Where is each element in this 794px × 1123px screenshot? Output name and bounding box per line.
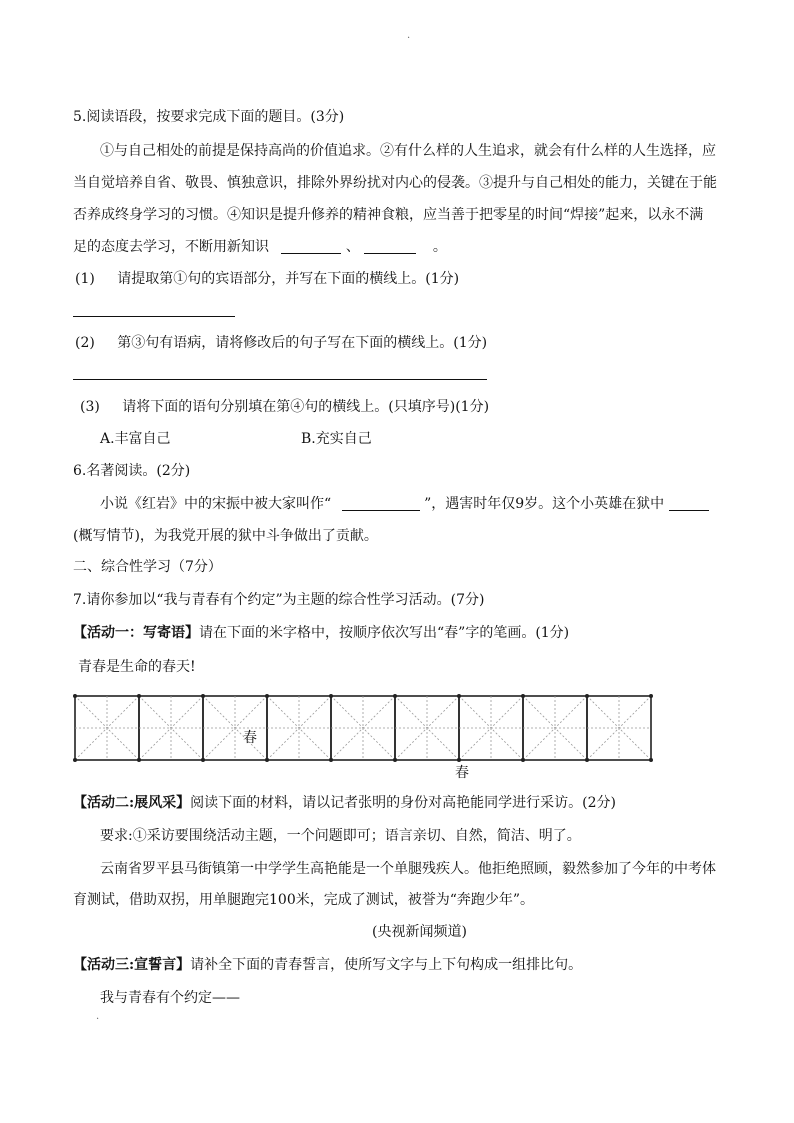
- q6-line-1-part-a: 小说《红岩》中的宋振中被大家叫作“: [100, 496, 332, 512]
- grid-corner: [201, 758, 205, 762]
- q5-passage-line-1: ①与自己相处的前提是保持高尚的价值追求。②有什么样的人生追求，就会有什么样的人生选择，应: [100, 143, 716, 159]
- q5-sub1-answer-line[interactable]: [73, 316, 235, 317]
- grid-corner: [265, 758, 269, 762]
- q7-activity2-material-2: 育测试，借助双拐，用单腿跑完100米，完成了测试，被誉为“奔跑少年”。: [73, 892, 535, 908]
- grid-corner: [649, 694, 653, 698]
- q6-line-1: [100, 494, 709, 514]
- q5-sub1-text: 请提取第①句的宾语部分，并写在下面的横线上。(1分): [117, 271, 460, 287]
- q5-sub2-text: 第③句有语病，请将修改后的句子写在下面的横线上。(1分): [117, 335, 488, 351]
- top-dot: .: [407, 30, 411, 41]
- q5-sub3: [80, 397, 489, 417]
- q5-sub2: [75, 333, 487, 353]
- grid-corner: [393, 758, 397, 762]
- q5-option-a: A.丰富自己: [100, 431, 171, 447]
- q5-blank-separator: 、: [345, 239, 360, 255]
- q5-sub3-number: (3): [80, 399, 100, 415]
- grid-corner: [265, 694, 269, 698]
- q5-blank-2[interactable]: [364, 239, 416, 254]
- q7-activity2-label: 【活动二:展风采】: [73, 795, 191, 811]
- q5-blank-1[interactable]: [281, 239, 341, 254]
- q6-line-2: (概写情节)，为我党开展的狱中斗争做出了贡献。: [73, 528, 378, 544]
- q7-activity3: [73, 955, 582, 975]
- q5-passage-line-4-text: 足的态度去学习，不断用新知识: [73, 239, 269, 255]
- q5-option-b: B.充实自己: [301, 431, 372, 447]
- grid-corner: [585, 694, 589, 698]
- q7-activity1-label: 【活动一：写寄语】: [73, 625, 199, 641]
- grid-corner: [201, 694, 205, 698]
- grid-corner: [649, 758, 653, 762]
- q7-activity3-label: 【活动三:宣誓言】: [73, 957, 191, 973]
- grid-char-in-cell: 春: [243, 730, 257, 746]
- q6-blank-1[interactable]: [342, 496, 420, 511]
- q5-sub2-number: (2): [75, 335, 95, 351]
- q5-passage-line-4: [73, 237, 447, 257]
- q6-line-1-part-b: ”，遇害时年仅9岁。这个小英雄在狱中: [424, 496, 665, 512]
- grid-corner: [73, 758, 77, 762]
- grid-corner: [585, 758, 589, 762]
- q5-sub1: [75, 269, 459, 289]
- q5-sub2-answer-line[interactable]: [73, 379, 487, 380]
- q7-activity2: [73, 793, 616, 813]
- bottom-dot: .: [96, 1011, 100, 1022]
- q5-sub3-text: 请将下面的语句分别填在第④句的横线上。(只填序号)(1分): [122, 399, 490, 415]
- grid-corner: [73, 694, 77, 698]
- q7-activity2-requirement: 要求:①采访要围绕活动主题，一个问题即可；语言亲切、自然，简洁、明了。: [100, 828, 581, 844]
- q7-activity2-material-1: 云南省罗平县马街镇第一中学学生高艳能是一个单腿残疾人。他拒绝照顾，毅然参加了今年的中考体: [100, 861, 716, 877]
- q5-passage-line-3: 否养成终身学习的习惯。④知识是提升修养的精神食粮，应当善于把零星的时间“焊接”起来，以永不满: [73, 207, 704, 223]
- mizi-grid: [73, 692, 655, 764]
- grid-corner: [393, 694, 397, 698]
- grid-corner: [457, 694, 461, 698]
- grid-corner: [137, 694, 141, 698]
- grid-char-below: 春: [455, 765, 469, 781]
- q5-title: 5.阅读语段，按要求完成下面的题目。(3分): [73, 109, 345, 125]
- q5-sub1-number: (1): [75, 271, 95, 287]
- section2-title: 二、综合性学习（7分）: [73, 559, 222, 575]
- q7-activity1-text: 请在下面的米字格中，按顺序依次写出“春”字的笔画。(1分): [199, 625, 570, 641]
- q7-activity3-line: 我与青春有个约定——: [100, 990, 240, 1006]
- grid-corner: [521, 694, 525, 698]
- q5-passage-line-2: 当自觉培养自省、敬畏、慎独意识，排除外界纷扰对内心的侵袭。③提升与自己相处的能力，关键在于能: [73, 175, 717, 191]
- q6-blank-2[interactable]: [669, 496, 709, 511]
- q6-title: 6.名著阅读。(2分): [73, 463, 191, 479]
- q7-activity2-text: 阅读下面的材料，请以记者张明的身份对高艳能同学进行采访。(2分): [190, 795, 617, 811]
- grid-corner: [329, 694, 333, 698]
- grid-corner: [137, 758, 141, 762]
- grid-corner: [329, 758, 333, 762]
- q7-activity1-slogan: 青春是生命的春天!: [78, 659, 196, 675]
- q7-title: 7.请你参加以“我与青春有个约定”为主题的综合性学习活动。(7分): [73, 592, 485, 608]
- q7-activity1: [73, 623, 569, 643]
- q7-activity2-source: (央视新闻频道): [372, 924, 467, 940]
- q5-passage-end: 。: [432, 239, 447, 255]
- q7-activity3-text: 请补全下面的青春誓言，使所写文字与上下句构成一组排比句。: [190, 957, 583, 973]
- grid-corner: [521, 758, 525, 762]
